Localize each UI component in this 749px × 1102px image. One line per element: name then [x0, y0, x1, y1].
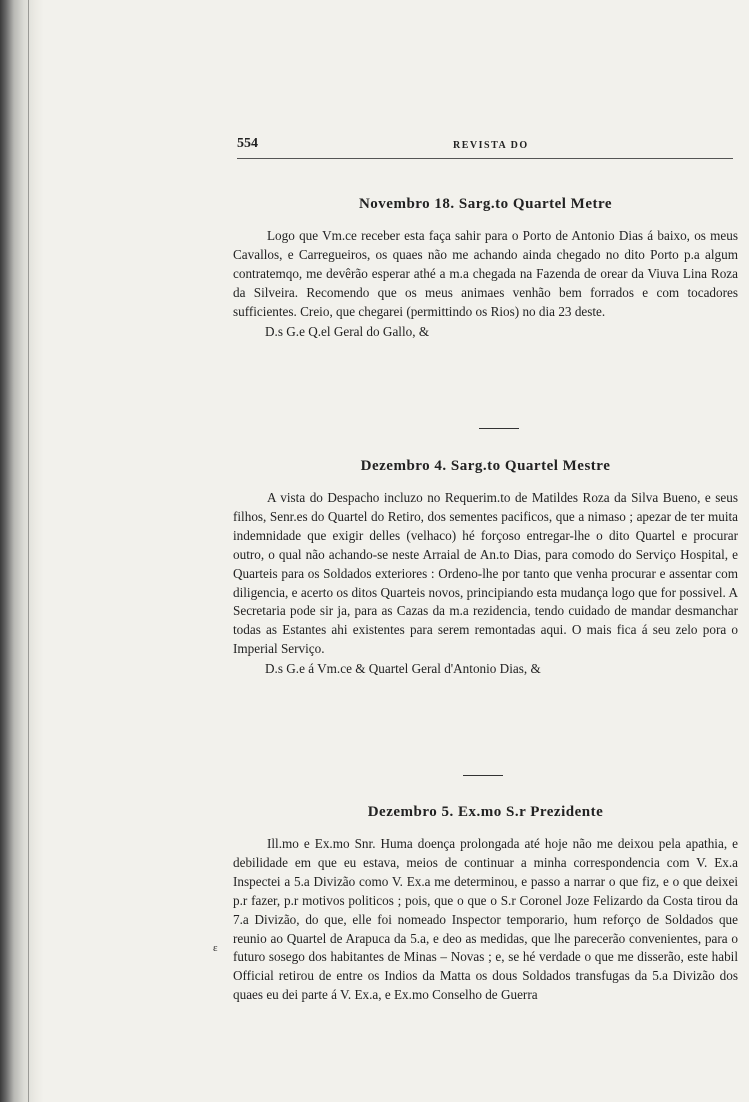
entry-paragraph: Ill.mo e Ex.mo Snr. Huma doença prolongada até hoje não me deixou pela apathia, e debilidade em que eu estava, meios de continuar a minha correspondencia com V. Ex.a Inspectei a 5.a Divizão como V. Ex.a me determinou, e passo a narrar o que fiz, e o que deixei p.r fazer, p.r motivos politicos ; pois, que o que o S.r Coronel Joze Felizardo da Costa tirou da 7.a Divizão, do que, elle foi nomeado Inspector temporario, hum reforço de Soldados que reunio ao Quartel de Arapuca da 5.a, e deo as medidas, que lhe parecerão convenientes, para o futuro sosego dos habitantes de Minas – Novas ; e, se hé verdade o que me disserão, este habil Official retirou de entre os Indios da Matta os dous Soldados transfugas da 5.a Divizão dos quaes eu dei parte á V. Ex.a, e Ex.mo Conselho de Guerra — [233, 836, 738, 1003]
entry-signature: D.s G.e Q.el Geral do Gallo, & — [265, 323, 430, 339]
entry-body — [233, 835, 738, 1005]
entry-dezembro-5 — [233, 804, 738, 1005]
header-rule — [237, 158, 733, 159]
book-binding-shadow — [0, 0, 44, 1102]
running-head — [233, 136, 733, 160]
entry-heading: Novembro 18. Sarg.to Quartel Metre — [358, 196, 613, 212]
entry-body — [233, 489, 738, 679]
binding-crease — [28, 0, 29, 1102]
entry-dezembro-4 — [233, 458, 738, 679]
section-divider — [463, 775, 503, 776]
entry-body — [233, 227, 738, 341]
entry-heading: Dezembro 4. Sarg.to Quartel Mestre — [360, 458, 611, 474]
section-divider — [479, 428, 519, 429]
journal-title: REVISTA DO — [453, 140, 529, 151]
page-number: 554 — [237, 136, 258, 151]
margin-mark: ɛ — [213, 942, 218, 954]
entry-paragraph: Logo que Vm.ce receber esta faça sahir para o Porto de Antonio Dias á baixo, os meus Cavallos, e Carregueiros, os quaes não me achando ainda chegado no dito Porto p.a algum contratemqo, me devêrão esperar athé a m.a chegada na Fazenda de orear da Viuva Lina Roza da Silveira. Recomendo que os meus animaes venhão bem forrados e com tocadores sufficientes. Creio, que chegarei (permittindo os Rios) no dia 23 deste. — [233, 228, 738, 319]
entry-paragraph: A vista do Despacho incluzo no Requerim.to de Matildes Roza da Silva Bueno, e seus filhos, Senr.es do Quartel do Retiro, dos sementes pacificos, que a nimaso ; apezar de ter muita indemnidade que exigir delles (velhaco) hé forçoso entregar-lhe o dito Quartel e procurar outro, o qual não achando-se neste Arraial de An.to Dias, para comodo do Serviço Hospital, e Quarteis para os Soldados exteriores : Ordeno-lhe por tanto que venha procurar e assentar com diligencia, e acerto os ditos Quarteis novos, principiando esta mudança logo que for possivel. A Secretaria pode sir ja, para as Cazas da m.a rezidencia, tendo cuidado de mandar desmanchar todas as Estantes ahi existentes para serem remontadas aqui. O mais fica á seu zelo pora o Imperial Serviço. — [233, 490, 738, 657]
entry-november-18 — [233, 196, 738, 341]
entry-signature: D.s G.e á Vm.ce & Quartel Geral d'Antonio Dias, & — [265, 661, 541, 677]
entry-heading: Dezembro 5. Ex.mo S.r Prezidente — [367, 804, 604, 820]
